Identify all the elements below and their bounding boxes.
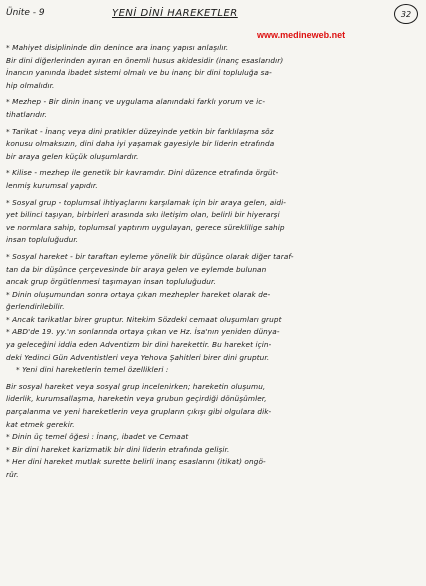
page-number: 32 bbox=[394, 4, 418, 24]
note-line: * Kilise - mezhep ile genetik bir kavramdır. Dini düzence etrafında örgüt- bbox=[6, 168, 279, 178]
note-line: bir araya gelen küçük oluşumlardır. bbox=[6, 151, 139, 161]
note-line: ancak grup örgütlenmesi taşımayan insan topluluğudur. bbox=[6, 277, 216, 287]
note-line: hip olmalıdır. bbox=[6, 80, 55, 90]
note-line: * Ancak tarikatlar birer gruptur. Nitekim Sözdeki cemaat oluşumları grupt bbox=[6, 314, 282, 324]
website-watermark: www.medineweb.net bbox=[257, 30, 346, 40]
note-line: liderlik, kurumsallaşma, hareketin veya grubun geçirdiği dönüşümler, bbox=[6, 394, 267, 404]
note-line: yet bilinci taşıyan, birbirleri arasında sıkı iletişim olan, belirli bir hiyerarşi bbox=[6, 210, 280, 220]
note-line: * Her dini hareket mutlak surette belirli inanç esaslarını (itikat) ongö- bbox=[6, 457, 266, 467]
note-line: tihatlarıdır. bbox=[6, 109, 47, 119]
note-line: * Dinin oluşumundan sonra ortaya çıkan mezhepler hareket olarak de- bbox=[6, 289, 271, 299]
note-line: kat etmek gerekir. bbox=[6, 419, 75, 429]
note-line: parçalanma ve yeni hareketlerin veya grupların çıkışı gibi olgulara dik- bbox=[6, 407, 272, 417]
note-line: insan topluluğudur. bbox=[6, 235, 79, 245]
note-line: Bir dini diğerlerinden ayıran en önemli husus akidesidir (inanç esaslarıdır) bbox=[6, 55, 284, 65]
note-line: deki Yedinci Gün Adventistleri veya Yehova Şahitleri birer dini gruptur. bbox=[6, 352, 270, 362]
note-line: Bir sosyal hareket veya sosyal grup incelenirken; hareketin oluşumu, bbox=[6, 381, 266, 391]
page-title: YENİ DİNİ HAREKETLER bbox=[112, 8, 238, 19]
handwritten-notes bbox=[6, 42, 418, 482]
note-line: * Sosyal hareket - bir taraftan eyleme yönelik bir düşünce olarak diğer taraf- bbox=[6, 251, 294, 261]
note-line: * Mahiyet disiplininde din denince ara inanç yapısı anlaşılır. bbox=[6, 43, 229, 52]
note-line: * Sosyal grup - toplumsal ihtiyaçlarını karşılamak için bir araya gelen, aidi- bbox=[6, 197, 287, 207]
note-line: ğerlendirilebilir. bbox=[6, 302, 65, 312]
note-line: * ABD'de 19. yy.'ın sonlarında ortaya çıkan ve Hz. İsa'nın yeniden dünya- bbox=[6, 327, 280, 337]
note-line: rür. bbox=[6, 470, 19, 479]
note-line: tan da bir düşünce çerçevesinde bir araya gelen ve eylemde bulunan bbox=[6, 264, 267, 274]
note-line: * Mezhep - Bir dinin inanç ve uygulama alanındaki farklı yorum ve ic- bbox=[6, 97, 266, 107]
note-line: * Dinin üç temel öğesi : İnanç, ibadet ve Cemaat bbox=[6, 432, 189, 442]
note-line: konusu olmaksızın, dini daha iyi yaşamak gayesiyle bir liderin etrafında bbox=[6, 139, 275, 149]
note-line: İnancın yanında ibadet sistemi olmalı ve bu inanç bir dini topluluğa sa- bbox=[6, 68, 272, 78]
note-line: * Bir dini hareket karizmatik bir dini liderin etrafında gelişir. bbox=[6, 444, 230, 454]
note-line: ve normlara sahip, toplumsal yaptırım uygulayan, gerece süreklilige sahip bbox=[6, 222, 285, 232]
note-line: * Yeni dini hareketlerin temel özellikleri : bbox=[16, 365, 169, 375]
note-line: ya geleceğini iddia eden Adventizm bir dini harekettir. Bu hareket için- bbox=[6, 340, 272, 350]
unit-label: Ünite - 9 bbox=[6, 8, 45, 18]
note-line: lenmiş kurumsal yapıdır. bbox=[6, 180, 98, 190]
note-line: * Tarikat - İnanç veya dini pratikler düzeyinde yetkin bir farklılaşma söz bbox=[6, 126, 274, 136]
